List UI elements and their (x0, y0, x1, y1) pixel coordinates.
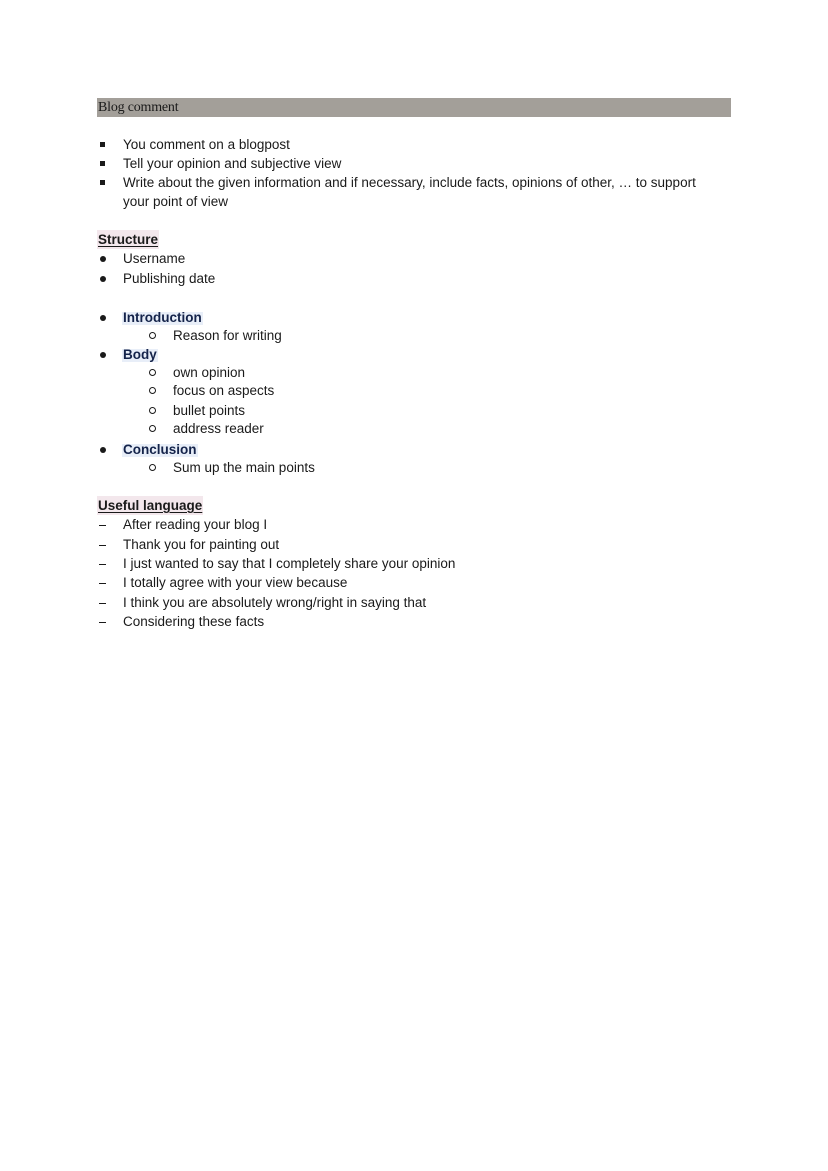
structure-heading: Structure (98, 232, 159, 247)
meta-item-text: Username (123, 251, 186, 266)
subitem-text: bullet points (173, 403, 246, 418)
square-bullet-icon (100, 161, 105, 166)
phrase-text: I totally agree with your view because (123, 575, 348, 590)
section-label: Introduction (123, 310, 202, 325)
phrase-text: Thank you for painting out (123, 537, 280, 552)
bullet-icon (100, 315, 106, 321)
section-label: Body (123, 347, 157, 362)
bullet-icon (100, 352, 106, 358)
circle-bullet-icon (149, 425, 156, 432)
document-title: Blog comment (98, 100, 179, 115)
phrase-text: I just wanted to say that I completely share your opinion (123, 556, 456, 571)
intro-item-text: Write about the given information and if necessary, include facts, opinions of other, … to support (123, 175, 696, 190)
intro-item-text: You comment on a blogpost (123, 137, 290, 152)
meta-item-text: Publishing date (123, 271, 216, 286)
square-bullet-icon (100, 142, 105, 147)
dash-bullet-icon (99, 622, 106, 623)
dash-bullet-icon (99, 545, 106, 546)
dash-bullet-icon (99, 583, 106, 584)
bullet-icon (100, 447, 106, 453)
dash-bullet-icon (99, 525, 106, 526)
circle-bullet-icon (149, 369, 156, 376)
phrase-text: Considering these facts (123, 614, 265, 629)
subitem-text: Reason for writing (173, 328, 282, 343)
intro-item-text: your point of view (123, 194, 229, 209)
phrase-text: I think you are absolutely wrong/right in saying that (123, 595, 427, 610)
circle-bullet-icon (149, 332, 156, 339)
dash-bullet-icon (99, 564, 106, 565)
circle-bullet-icon (149, 407, 156, 414)
circle-bullet-icon (149, 387, 156, 394)
bullet-icon (100, 256, 106, 262)
dash-bullet-icon (99, 603, 106, 604)
section-label: Conclusion (123, 442, 197, 457)
circle-bullet-icon (149, 464, 156, 471)
bullet-icon (100, 276, 106, 282)
subitem-text: address reader (173, 421, 264, 436)
square-bullet-icon (100, 180, 105, 185)
intro-item-text: Tell your opinion and subjective view (123, 156, 342, 171)
subitem-text: Sum up the main points (173, 460, 315, 475)
phrase-text: After reading your blog I (123, 517, 268, 532)
title-bar (97, 98, 731, 117)
useful-language-heading: Useful language (98, 498, 203, 513)
subitem-text: own opinion (173, 365, 246, 380)
subitem-text: focus on aspects (173, 383, 275, 398)
